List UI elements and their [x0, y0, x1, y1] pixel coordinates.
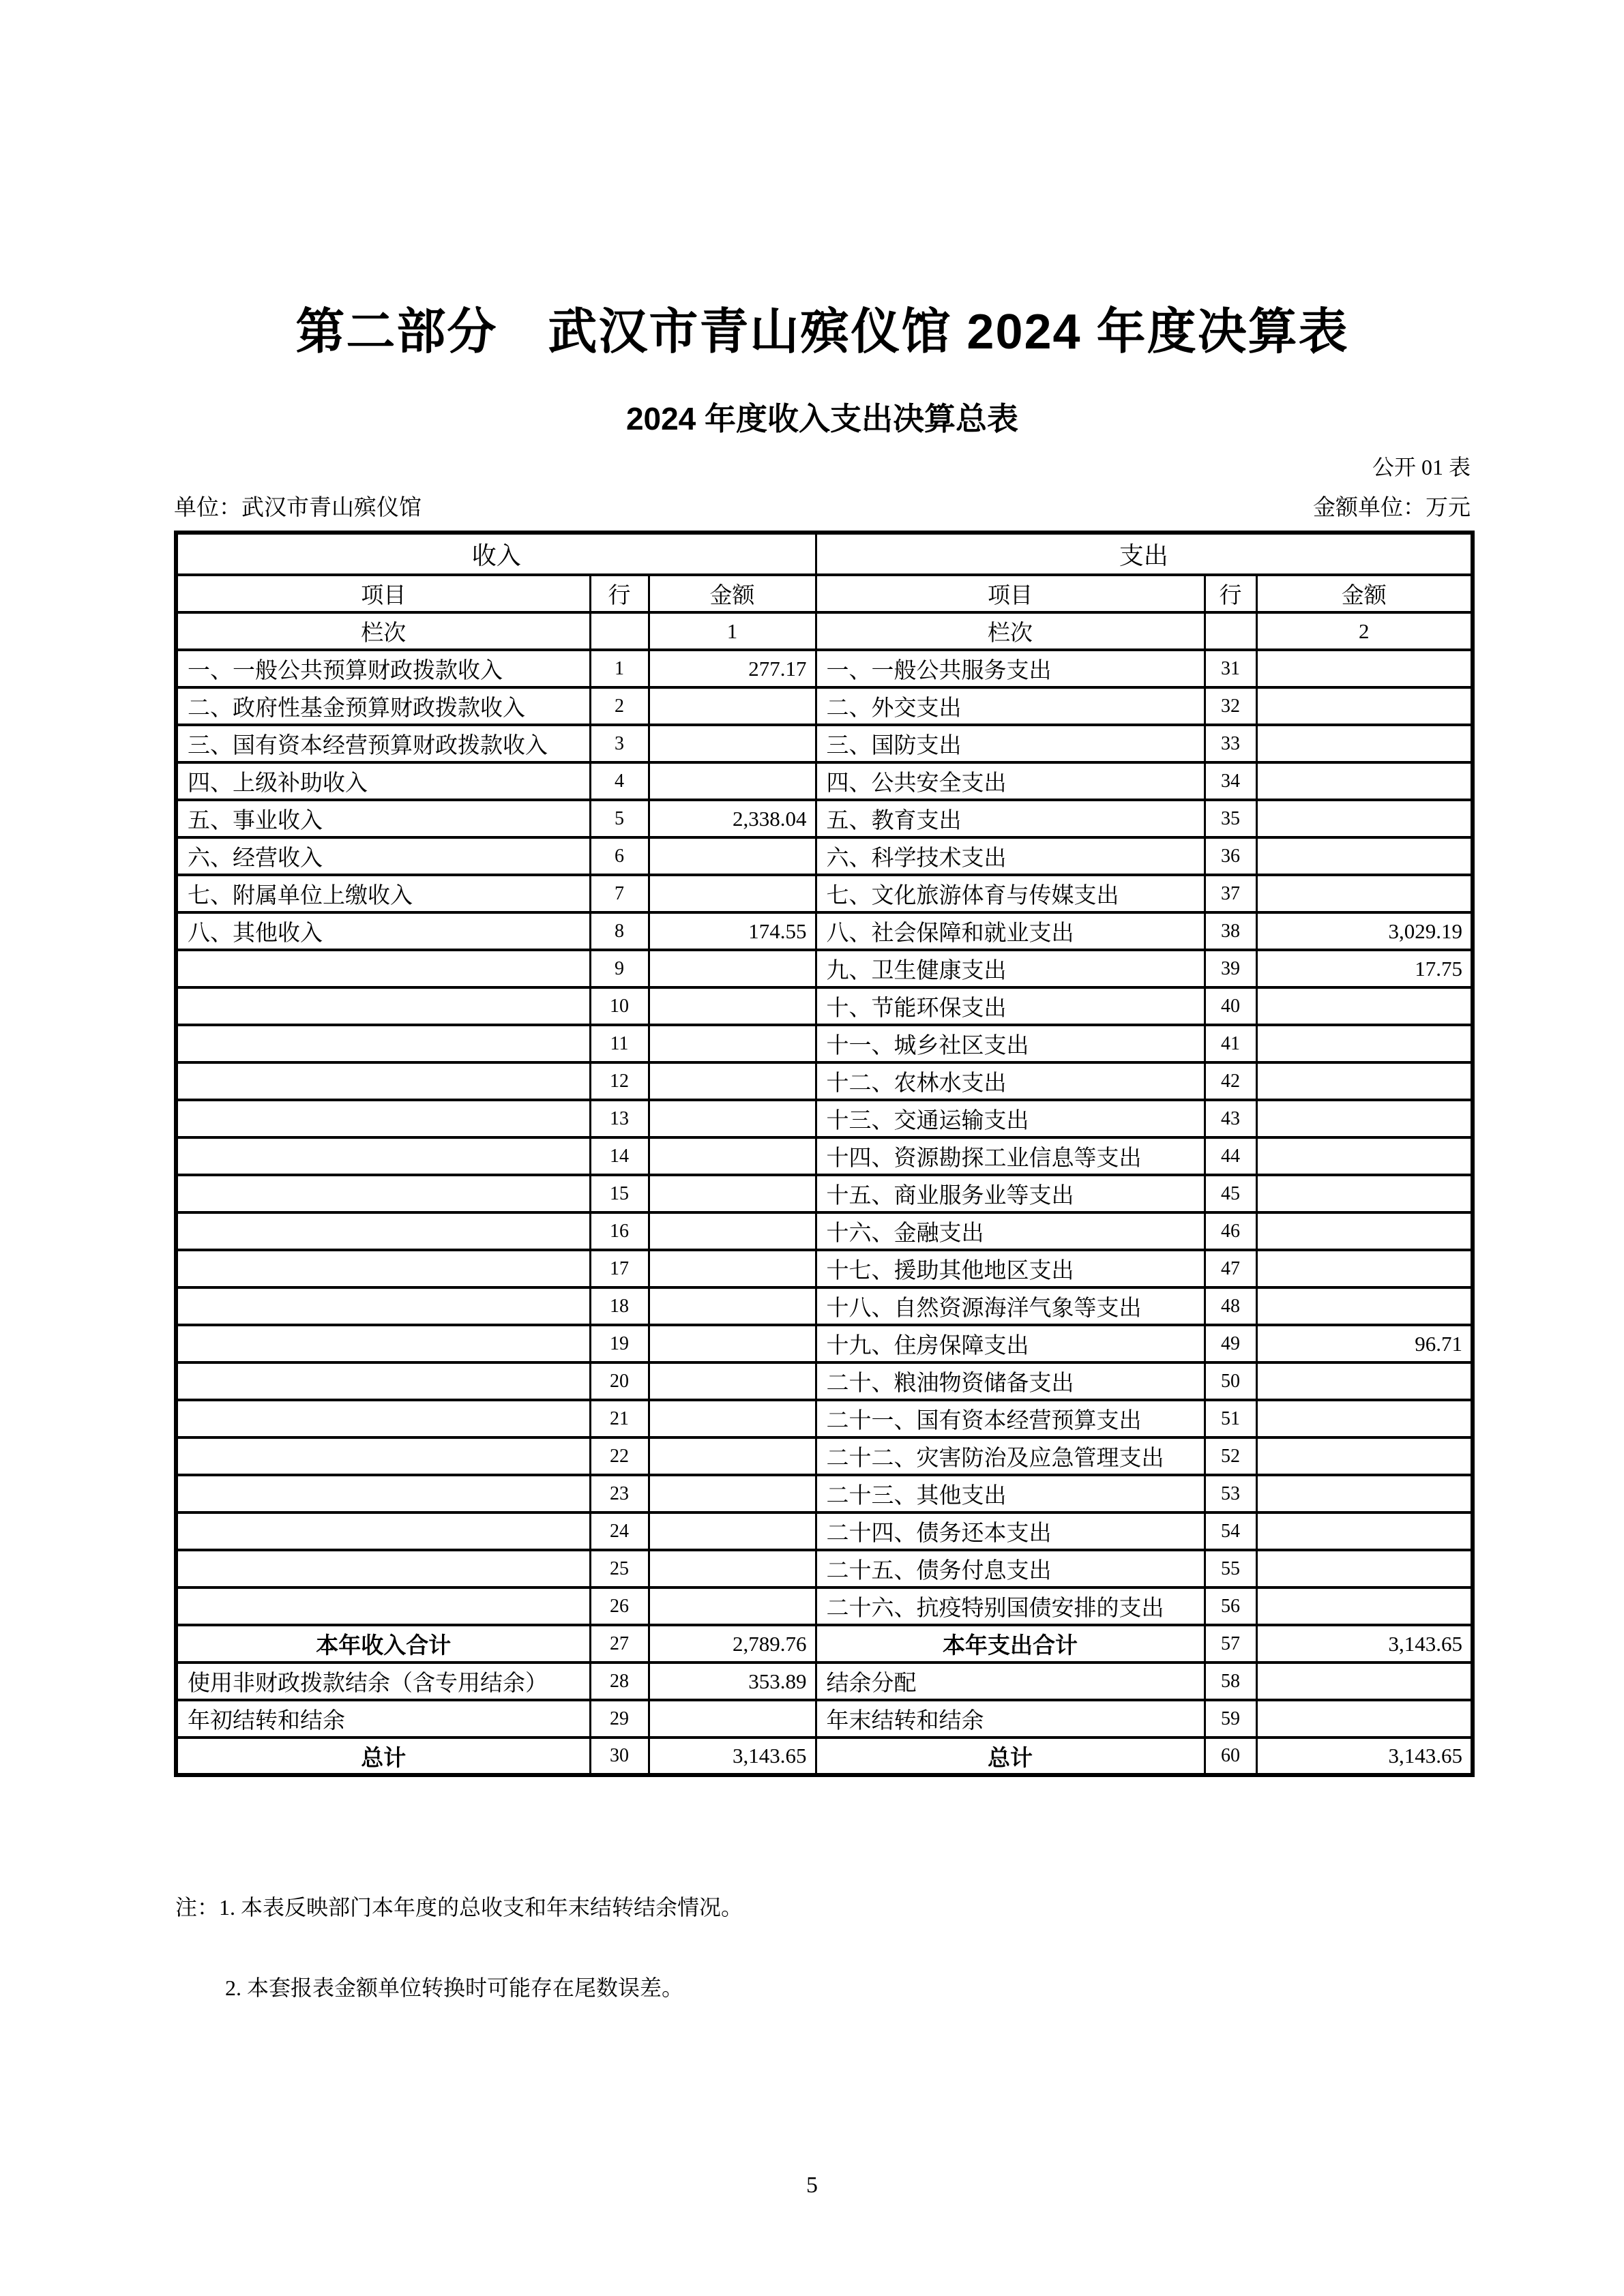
income-rowno-cell: 10: [590, 987, 649, 1025]
table-row: [176, 1325, 1473, 1362]
expense-rowno-cell: 55: [1205, 1550, 1256, 1587]
income-amount-cell: [649, 1437, 816, 1475]
income-amount-cell: [649, 1362, 816, 1400]
page-number: 5: [806, 2173, 818, 2198]
income-item-cell: [176, 1550, 590, 1587]
expense-section-header: 支出: [816, 533, 1473, 575]
income-amount-cell: 3,143.65: [649, 1738, 816, 1775]
income-rowno-cell: 4: [590, 762, 649, 800]
income-item-cell: 五、事业收入: [176, 800, 590, 837]
income-amount-cell: [649, 1025, 816, 1062]
income-amount-cell: [649, 950, 816, 987]
table-row: [176, 725, 1473, 762]
expense-rowno-cell: 36: [1205, 837, 1256, 875]
expense-amount-cell: [1256, 1025, 1473, 1062]
income-amount-cell: [649, 687, 816, 725]
income-rowno-cell: 26: [590, 1587, 649, 1625]
table-row: [176, 1250, 1473, 1287]
income-amount-cell: [649, 1175, 816, 1212]
income-item-cell: 总计: [176, 1738, 590, 1775]
table-row: [176, 1287, 1473, 1325]
expense-item-cell: 八、社会保障和就业支出: [816, 912, 1205, 950]
amount-unit-label: 金额单位：万元: [1313, 496, 1471, 520]
income-item-cell: [176, 1400, 590, 1437]
income-rowno-cell: 30: [590, 1738, 649, 1775]
income-item-cell: [176, 1062, 590, 1100]
income-item-cell: [176, 987, 590, 1025]
expense-amount-cell: [1256, 1550, 1473, 1587]
income-rowno-cell: 2: [590, 687, 649, 725]
expense-item-cell: 十一、城乡社区支出: [816, 1025, 1205, 1062]
table-code-label: 公开 01 表: [1372, 455, 1471, 479]
table-row: [176, 1100, 1473, 1137]
expense-rowno-cell: 54: [1205, 1512, 1256, 1550]
income-item-cell: 四、上级补助收入: [176, 762, 590, 800]
expense-rowno-cell: 53: [1205, 1475, 1256, 1512]
table-row: [176, 1025, 1473, 1062]
expense-amount-cell: [1256, 987, 1473, 1025]
expense-item-cell: 十六、金融支出: [816, 1212, 1205, 1250]
income-rowno-cell: 24: [590, 1512, 649, 1550]
column-index-row: [176, 612, 1473, 650]
expense-item-cell: 一、一般公共服务支出: [816, 650, 1205, 687]
table-row: [176, 1475, 1473, 1512]
income-amount-cell: 353.89: [649, 1663, 816, 1700]
income-rowno-cell: 29: [590, 1700, 649, 1738]
expense-rowno-cell: 58: [1205, 1663, 1256, 1700]
income-amount-cell: [649, 762, 816, 800]
expense-amount-cell: [1256, 800, 1473, 837]
income-item-cell: 八、其他收入: [176, 912, 590, 950]
income-amount-cell: [649, 1550, 816, 1587]
table-row: [176, 1550, 1473, 1587]
expense-rowno-cell: 45: [1205, 1175, 1256, 1212]
expense-amount-cell: [1256, 1100, 1473, 1137]
income-item-cell: [176, 1587, 590, 1625]
expense-amount-cell: [1256, 875, 1473, 912]
expense-item-cell: 十、节能环保支出: [816, 987, 1205, 1025]
expense-item-cell: 二十二、灾害防治及应急管理支出: [816, 1437, 1205, 1475]
expense-rowno-cell: 60: [1205, 1738, 1256, 1775]
expense-amount-cell: [1256, 1137, 1473, 1175]
income-item-cell: 六、经营收入: [176, 837, 590, 875]
income-rowno-cell: 18: [590, 1287, 649, 1325]
income-rowno-empty-cell: [590, 612, 649, 650]
expense-item-cell: 十二、农林水支出: [816, 1062, 1205, 1100]
expense-rowno-column-header: 行: [1205, 575, 1256, 612]
table-row: [176, 1175, 1473, 1212]
column-header-row: [176, 575, 1473, 612]
table-row: [176, 1362, 1473, 1400]
expense-rowno-cell: 43: [1205, 1100, 1256, 1137]
income-rowno-cell: 12: [590, 1062, 649, 1100]
income-rowno-cell: 6: [590, 837, 649, 875]
expense-amount-cell: [1256, 725, 1473, 762]
table-row: [176, 687, 1473, 725]
income-item-cell: [176, 1287, 590, 1325]
expense-amount-cell: [1256, 1287, 1473, 1325]
expense-amount-cell: [1256, 1587, 1473, 1625]
expense-amount-cell: [1256, 650, 1473, 687]
income-amount-cell: [649, 1062, 816, 1100]
income-amount-cell: [649, 875, 816, 912]
income-rowno-cell: 20: [590, 1362, 649, 1400]
table-row: [176, 875, 1473, 912]
income-item-cell: [176, 1325, 590, 1362]
table-row: [176, 650, 1473, 687]
expense-columns-label: 栏次: [816, 612, 1205, 650]
table-row: [176, 1062, 1473, 1100]
table-row: [176, 800, 1473, 837]
income-item-cell: [176, 1100, 590, 1137]
income-rowno-cell: 15: [590, 1175, 649, 1212]
expense-rowno-cell: 48: [1205, 1287, 1256, 1325]
expense-item-cell: 年末结转和结余: [816, 1700, 1205, 1738]
income-amount-cell: [649, 1475, 816, 1512]
section-header-row: [176, 533, 1473, 575]
income-rowno-cell: 14: [590, 1137, 649, 1175]
income-amount-cell: [649, 1137, 816, 1175]
income-expense-summary-table: [174, 531, 1475, 1777]
expense-rowno-cell: 39: [1205, 950, 1256, 987]
expense-rowno-cell: 59: [1205, 1700, 1256, 1738]
income-amount-cell: 2,338.04: [649, 800, 816, 837]
table-row: [176, 762, 1473, 800]
expense-rowno-cell: 33: [1205, 725, 1256, 762]
note-2: 2. 本套报表金额单位转换时可能存在尾数误差。: [225, 1976, 684, 2000]
expense-item-cell: 九、卫生健康支出: [816, 950, 1205, 987]
table-row: [176, 987, 1473, 1025]
income-rowno-cell: 7: [590, 875, 649, 912]
expense-amount-cell: [1256, 1475, 1473, 1512]
note-1: 注：1. 本表反映部门本年度的总收支和年末结转结余情况。: [175, 1895, 743, 1920]
income-rowno-cell: 8: [590, 912, 649, 950]
expense-item-cell: 二十一、国有资本经营预算支出: [816, 1400, 1205, 1437]
expense-item-cell: 十九、住房保障支出: [816, 1325, 1205, 1362]
expense-item-column-header: 项目: [816, 575, 1205, 612]
expense-rowno-cell: 49: [1205, 1325, 1256, 1362]
expense-amount-cell: [1256, 1175, 1473, 1212]
expense-rowno-cell: 56: [1205, 1587, 1256, 1625]
income-rowno-cell: 9: [590, 950, 649, 987]
table-title: 2024 年度收入支出决算总表: [625, 401, 1019, 436]
income-item-cell: 一、一般公共预算财政拨款收入: [176, 650, 590, 687]
expense-rowno-cell: 51: [1205, 1400, 1256, 1437]
expense-rowno-cell: 34: [1205, 762, 1256, 800]
expense-amount-cell: [1256, 1663, 1473, 1700]
income-rowno-cell: 13: [590, 1100, 649, 1137]
expense-item-cell: 十三、交通运输支出: [816, 1100, 1205, 1137]
income-item-cell: [176, 1025, 590, 1062]
expense-amount-cell: [1256, 1700, 1473, 1738]
income-rowno-cell: 25: [590, 1550, 649, 1587]
expense-item-cell: 十八、自然资源海洋气象等支出: [816, 1287, 1205, 1325]
table-row: [176, 1625, 1473, 1663]
income-amount-cell: [649, 1587, 816, 1625]
income-amount-cell: [649, 1325, 816, 1362]
income-rowno-cell: 16: [590, 1212, 649, 1250]
expense-item-cell: 十四、资源勘探工业信息等支出: [816, 1137, 1205, 1175]
expense-rowno-cell: 37: [1205, 875, 1256, 912]
income-rowno-cell: 11: [590, 1025, 649, 1062]
income-item-cell: [176, 1437, 590, 1475]
income-columns-label: 栏次: [176, 612, 590, 650]
expense-item-cell: 二十三、其他支出: [816, 1475, 1205, 1512]
expense-amount-cell: [1256, 837, 1473, 875]
expense-amount-cell: [1256, 1062, 1473, 1100]
expense-rowno-cell: 40: [1205, 987, 1256, 1025]
income-section-header: 收入: [176, 533, 816, 575]
income-item-column-header: 项目: [176, 575, 590, 612]
expense-rowno-cell: 50: [1205, 1362, 1256, 1400]
table-row: [176, 1587, 1473, 1625]
table-body: [176, 650, 1473, 1775]
expense-item-cell: 结余分配: [816, 1663, 1205, 1700]
expense-rowno-cell: 52: [1205, 1437, 1256, 1475]
income-item-cell: [176, 1475, 590, 1512]
expense-amount-cell: 3,143.65: [1256, 1625, 1473, 1663]
table-row: [176, 912, 1473, 950]
income-rowno-cell: 5: [590, 800, 649, 837]
income-item-cell: 年初结转和结余: [176, 1700, 590, 1738]
income-item-cell: 本年收入合计: [176, 1625, 590, 1663]
income-rowno-cell: 1: [590, 650, 649, 687]
expense-item-cell: 二、外交支出: [816, 687, 1205, 725]
expense-item-cell: 十七、援助其他地区支出: [816, 1250, 1205, 1287]
expense-rowno-cell: 31: [1205, 650, 1256, 687]
expense-amount-column-header: 金额: [1256, 575, 1473, 612]
expense-item-cell: 五、教育支出: [816, 800, 1205, 837]
expense-amount-cell: [1256, 1512, 1473, 1550]
expense-item-cell: 二十六、抗疫特别国债安排的支出: [816, 1587, 1205, 1625]
expense-item-cell: 二十五、债务付息支出: [816, 1550, 1205, 1587]
income-amount-column-header: 金额: [649, 575, 816, 612]
income-amount-cell: [649, 1212, 816, 1250]
income-item-cell: [176, 1250, 590, 1287]
expense-item-cell: 六、科学技术支出: [816, 837, 1205, 875]
expense-item-cell: 二十四、债务还本支出: [816, 1512, 1205, 1550]
expense-item-cell: 十五、商业服务业等支出: [816, 1175, 1205, 1212]
expense-item-cell: 七、文化旅游体育与传媒支出: [816, 875, 1205, 912]
expense-rowno-cell: 35: [1205, 800, 1256, 837]
table-notes: [175, 1890, 1472, 2002]
table-row: [176, 950, 1473, 987]
table-row: [176, 1437, 1473, 1475]
income-amount-cell: [649, 1400, 816, 1437]
income-item-cell: [176, 1362, 590, 1400]
unit-line: [174, 490, 1471, 522]
expense-rowno-cell: 44: [1205, 1137, 1256, 1175]
expense-item-cell: 二十、粮油物资储备支出: [816, 1362, 1205, 1400]
unit-label: 单位：武汉市青山殡仪馆: [174, 496, 422, 520]
expense-amount-cell: 17.75: [1256, 950, 1473, 987]
expense-amount-cell: [1256, 1362, 1473, 1400]
income-amount-cell: 174.55: [649, 912, 816, 950]
expense-amount-cell: 3,143.65: [1256, 1738, 1473, 1775]
income-item-cell: [176, 1512, 590, 1550]
income-amount-cell: [649, 1100, 816, 1137]
expense-amount-cell: [1256, 1400, 1473, 1437]
expense-item-cell: 四、公共安全支出: [816, 762, 1205, 800]
income-rowno-column-header: 行: [590, 575, 649, 612]
income-amount-cell: 2,789.76: [649, 1625, 816, 1663]
table-row: [176, 1212, 1473, 1250]
expense-amount-cell: [1256, 1437, 1473, 1475]
income-item-cell: 二、政府性基金预算财政拨款收入: [176, 687, 590, 725]
table-row: [176, 1400, 1473, 1437]
expense-amount-cell: [1256, 1250, 1473, 1287]
expense-rowno-cell: 41: [1205, 1025, 1256, 1062]
income-amount-cell: [649, 1700, 816, 1738]
income-column-index: 1: [649, 612, 816, 650]
expense-amount-cell: 3,029.19: [1256, 912, 1473, 950]
expense-amount-cell: [1256, 1212, 1473, 1250]
expense-rowno-cell: 57: [1205, 1625, 1256, 1663]
income-rowno-cell: 21: [590, 1400, 649, 1437]
expense-rowno-empty-cell: [1205, 612, 1256, 650]
income-item-cell: [176, 1175, 590, 1212]
income-amount-cell: [649, 987, 816, 1025]
income-rowno-cell: 28: [590, 1663, 649, 1700]
expense-rowno-cell: 38: [1205, 912, 1256, 950]
income-amount-cell: [649, 1512, 816, 1550]
expense-amount-cell: [1256, 687, 1473, 725]
income-amount-cell: [649, 725, 816, 762]
expense-item-cell: 三、国防支出: [816, 725, 1205, 762]
income-item-cell: 三、国有资本经营预算财政拨款收入: [176, 725, 590, 762]
income-rowno-cell: 19: [590, 1325, 649, 1362]
table-row: [176, 1738, 1473, 1775]
income-rowno-cell: 22: [590, 1437, 649, 1475]
income-rowno-cell: 27: [590, 1625, 649, 1663]
expense-item-cell: 总计: [816, 1738, 1205, 1775]
income-item-cell: 使用非财政拨款结余（含专用结余）: [176, 1663, 590, 1700]
income-item-cell: 七、附属单位上缴收入: [176, 875, 590, 912]
income-item-cell: [176, 1137, 590, 1175]
income-item-cell: [176, 1212, 590, 1250]
expense-column-index: 2: [1256, 612, 1473, 650]
expense-rowno-cell: 47: [1205, 1250, 1256, 1287]
expense-amount-cell: 96.71: [1256, 1325, 1473, 1362]
income-rowno-cell: 3: [590, 725, 649, 762]
part-title: 第二部分 武汉市青山殡仪馆 2024 年度决算表: [295, 305, 1349, 359]
income-amount-cell: 277.17: [649, 650, 816, 687]
table-row: [176, 1512, 1473, 1550]
expense-item-cell: 本年支出合计: [816, 1625, 1205, 1663]
income-amount-cell: [649, 1250, 816, 1287]
table-row: [176, 837, 1473, 875]
table-row: [176, 1700, 1473, 1738]
expense-amount-cell: [1256, 762, 1473, 800]
income-rowno-cell: 23: [590, 1475, 649, 1512]
table-row: [176, 1137, 1473, 1175]
expense-rowno-cell: 42: [1205, 1062, 1256, 1100]
expense-rowno-cell: 46: [1205, 1212, 1256, 1250]
income-amount-cell: [649, 1287, 816, 1325]
income-amount-cell: [649, 837, 816, 875]
income-rowno-cell: 17: [590, 1250, 649, 1287]
income-item-cell: [176, 950, 590, 987]
table-row: [176, 1663, 1473, 1700]
expense-rowno-cell: 32: [1205, 687, 1256, 725]
